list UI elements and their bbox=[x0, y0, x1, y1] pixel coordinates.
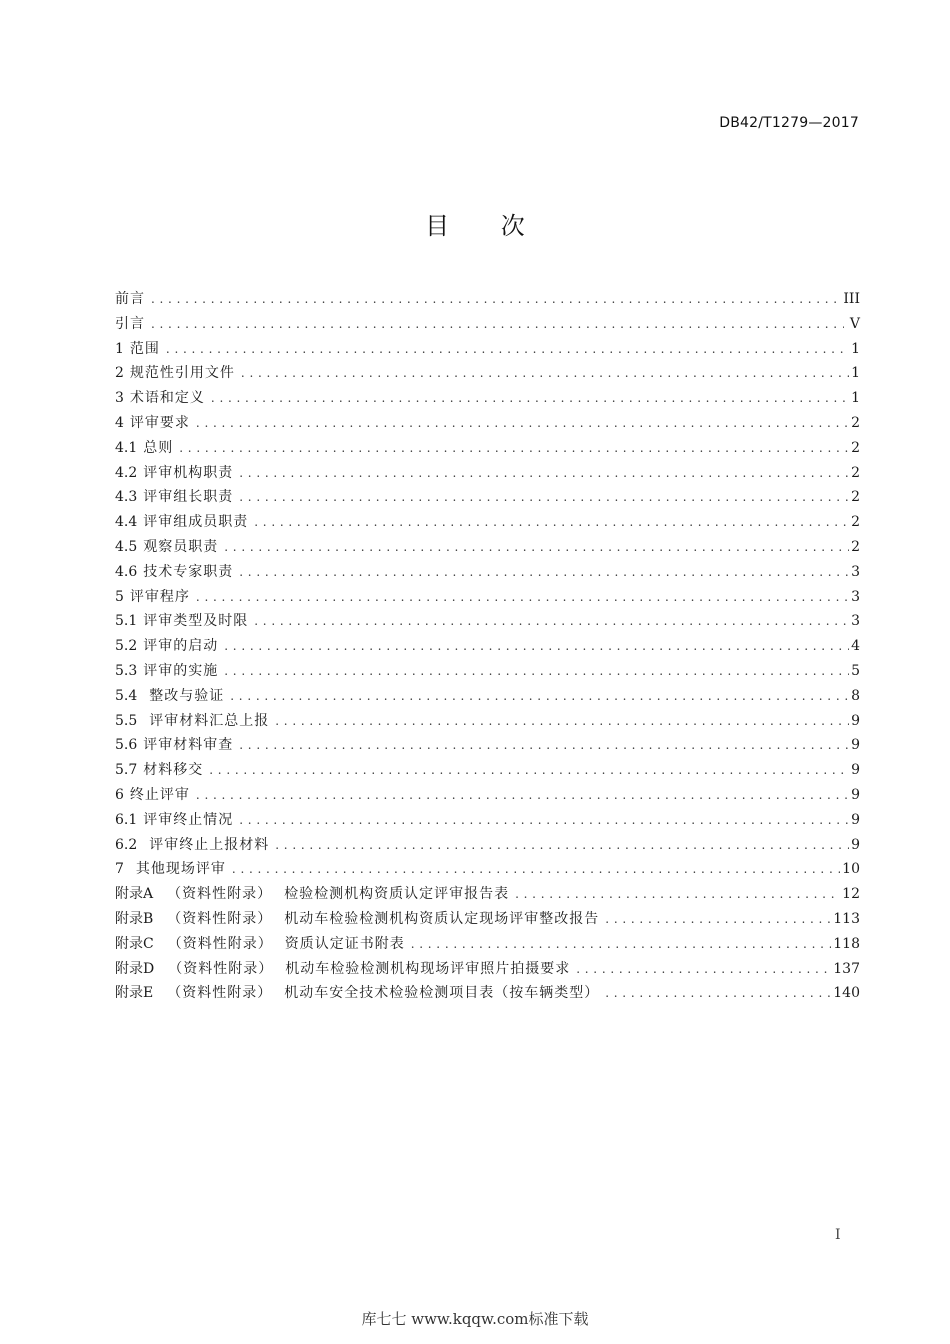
appendix-type: （资料性附录） bbox=[167, 886, 273, 903]
appendix-type: （资料性附录） bbox=[167, 985, 273, 1002]
toc-entry-page: 2 bbox=[851, 514, 860, 531]
dot-leader bbox=[151, 312, 844, 337]
toc-entry-label bbox=[115, 560, 233, 585]
dot-leader bbox=[209, 758, 849, 783]
toc-entry-page: 9 bbox=[851, 786, 860, 803]
toc-entry-page: 1 bbox=[851, 365, 860, 382]
toc-entry-page: 5 bbox=[851, 662, 860, 679]
appendix-tag: 附录E bbox=[115, 985, 154, 1002]
toc-entry-page: 2 bbox=[851, 538, 860, 555]
toc-entry-label bbox=[115, 485, 233, 510]
toc-entry-label bbox=[115, 609, 248, 634]
toc-entry-title: 评审材料汇总上报 bbox=[149, 712, 270, 729]
toc-entry-page: 2 bbox=[851, 489, 860, 506]
toc-entry-7[interactable] bbox=[115, 857, 860, 882]
appendix-type: （资料性附录） bbox=[168, 960, 274, 977]
toc-entry-page: 4 bbox=[851, 638, 860, 655]
toc-appendix-e[interactable] bbox=[115, 981, 860, 1006]
toc-entry-5-2[interactable] bbox=[115, 634, 860, 659]
toc-entry-page: 10 bbox=[842, 861, 860, 878]
toc-entry-title: 术语和定义 bbox=[129, 390, 205, 407]
toc-entry-label bbox=[115, 932, 405, 957]
toc-entry-page: 9 bbox=[851, 811, 860, 828]
toc-entry-title: 观察员职责 bbox=[143, 538, 219, 555]
appendix-title: 机动车检验检测机构资质认定现场评审整改报告 bbox=[284, 910, 600, 927]
dot-leader bbox=[239, 733, 849, 758]
toc-entry-4-4[interactable] bbox=[115, 510, 860, 535]
toc-entry-5-7[interactable] bbox=[115, 758, 860, 783]
toc-entry-4-6[interactable] bbox=[115, 560, 860, 585]
toc-entry-label bbox=[115, 510, 248, 535]
dot-leader bbox=[196, 411, 849, 436]
toc-entry-page: V bbox=[849, 315, 860, 332]
toc-entry-6-1[interactable] bbox=[115, 808, 860, 833]
toc-entry-number: 4.6 bbox=[115, 563, 138, 580]
toc-entry-label bbox=[115, 436, 173, 461]
toc-entry-page: 1 bbox=[851, 340, 860, 357]
toc-entry-title: 材料移交 bbox=[143, 762, 204, 779]
toc-entry-page: 3 bbox=[851, 613, 860, 630]
dot-leader bbox=[230, 684, 849, 709]
toc-entry-label bbox=[115, 684, 224, 709]
toc-entry-5-1[interactable] bbox=[115, 609, 860, 634]
toc-entry-page: 1 bbox=[851, 390, 860, 407]
toc-entry-number: 5.6 bbox=[115, 737, 138, 754]
dot-leader bbox=[224, 659, 849, 684]
toc-entry-page: 3 bbox=[851, 588, 860, 605]
toc-entry-5-3[interactable] bbox=[115, 659, 860, 684]
dot-leader bbox=[196, 783, 849, 808]
toc-entry-4-5[interactable] bbox=[115, 535, 860, 560]
toc-entry-number: 3 bbox=[115, 390, 124, 407]
dot-leader bbox=[275, 833, 849, 858]
toc-entry-4[interactable] bbox=[115, 411, 860, 436]
toc-entry-label bbox=[115, 709, 269, 734]
toc-entry-label bbox=[115, 337, 160, 362]
toc-entry-title: 总则 bbox=[143, 439, 174, 456]
toc-entry-4-3[interactable] bbox=[115, 485, 860, 510]
toc-entry-title: 评审程序 bbox=[129, 588, 190, 605]
table-of-contents bbox=[115, 287, 860, 1006]
toc-entry-page: 9 bbox=[851, 836, 860, 853]
toc-entry-number: 5.1 bbox=[115, 613, 138, 630]
toc-appendix-b[interactable] bbox=[115, 907, 860, 932]
toc-entry-page: 2 bbox=[851, 439, 860, 456]
toc-entry-number: 4.1 bbox=[115, 439, 138, 456]
toc-entry-label bbox=[115, 981, 599, 1006]
dot-leader bbox=[515, 882, 840, 907]
toc-entry-number: 4.2 bbox=[115, 464, 138, 481]
appendix-tag: 附录A bbox=[115, 886, 154, 903]
toc-entry-page: 118 bbox=[833, 935, 860, 952]
toc-entry-page: 9 bbox=[851, 712, 860, 729]
dot-leader bbox=[196, 585, 849, 610]
toc-entry-label bbox=[115, 634, 218, 659]
toc-entry-number: 1 bbox=[115, 340, 124, 357]
appendix-type: （资料性附录） bbox=[167, 910, 273, 927]
toc-appendix-c[interactable] bbox=[115, 932, 860, 957]
toc-entry-title: 整改与验证 bbox=[149, 687, 225, 704]
toc-entry-page: III bbox=[843, 291, 860, 307]
appendix-title: 机动车检验检测机构现场评审照片拍摄要求 bbox=[285, 960, 571, 977]
dot-leader bbox=[411, 932, 832, 957]
toc-entry-label bbox=[115, 783, 190, 808]
toc-entry-page: 8 bbox=[851, 687, 860, 704]
toc-entry-3[interactable] bbox=[115, 386, 860, 411]
toc-entry-number: 5.4 bbox=[115, 687, 138, 704]
toc-entry-label bbox=[115, 758, 203, 783]
dot-leader bbox=[224, 634, 849, 659]
toc-entry-4-1[interactable] bbox=[115, 436, 860, 461]
toc-entry-5[interactable] bbox=[115, 585, 860, 610]
dot-leader bbox=[241, 361, 849, 386]
toc-entry-page: 2 bbox=[851, 464, 860, 481]
toc-appendix-d[interactable] bbox=[115, 957, 860, 982]
appendix-type: （资料性附录） bbox=[167, 935, 273, 952]
toc-entry-5-5[interactable] bbox=[115, 709, 860, 734]
dot-leader bbox=[232, 857, 840, 882]
toc-entry-5-6[interactable] bbox=[115, 733, 860, 758]
toc-entry-introduction[interactable] bbox=[115, 312, 860, 337]
appendix-tag: 附录C bbox=[115, 935, 154, 952]
dot-leader bbox=[151, 287, 837, 312]
toc-entry-title: 评审材料审查 bbox=[143, 737, 234, 754]
toc-appendix-a[interactable] bbox=[115, 882, 860, 907]
toc-entry-2[interactable] bbox=[115, 361, 860, 386]
toc-entry-5-4[interactable] bbox=[115, 684, 860, 709]
appendix-tag: 附录B bbox=[115, 910, 154, 927]
toc-entry-number: 4.3 bbox=[115, 489, 138, 506]
dot-leader bbox=[239, 808, 849, 833]
toc-entry-label: 前言 bbox=[115, 291, 145, 307]
toc-entry-label bbox=[115, 361, 235, 386]
toc-entry-number: 5.5 bbox=[115, 712, 138, 729]
dot-leader bbox=[224, 535, 849, 560]
toc-entry-label: 引言 bbox=[115, 315, 145, 332]
toc-entry-label bbox=[115, 833, 269, 858]
appendix-title: 机动车安全技术检验检测项目表（按车辆类型） bbox=[284, 985, 600, 1002]
toc-entry-page: 12 bbox=[842, 886, 860, 903]
toc-entry-label bbox=[115, 957, 570, 982]
toc-entry-title: 评审的实施 bbox=[143, 662, 219, 679]
toc-entry-label bbox=[115, 411, 190, 436]
appendix-tag: 附录D bbox=[115, 960, 155, 977]
toc-entry-number: 6.2 bbox=[115, 836, 138, 853]
toc-entry-4-2[interactable] bbox=[115, 461, 860, 486]
toc-entry-label bbox=[115, 461, 233, 486]
toc-entry-number: 2 bbox=[115, 365, 124, 382]
toc-entry-title: 评审组成员职责 bbox=[143, 514, 249, 531]
page-number: I bbox=[835, 1227, 841, 1243]
document-code: DB42/T1279—2017 bbox=[719, 115, 859, 131]
toc-entry-page: 3 bbox=[851, 563, 860, 580]
toc-entry-title: 范围 bbox=[129, 340, 160, 357]
toc-entry-page: 9 bbox=[851, 737, 860, 754]
toc-entry-number: 7 bbox=[115, 861, 124, 878]
dot-leader bbox=[254, 510, 849, 535]
toc-entry-number: 5.7 bbox=[115, 762, 138, 779]
toc-entry-title: 评审的启动 bbox=[143, 638, 219, 655]
toc-entry-title: 评审终止上报材料 bbox=[149, 836, 270, 853]
toc-entry-label bbox=[115, 882, 509, 907]
dot-leader bbox=[166, 337, 849, 362]
toc-entry-label bbox=[115, 535, 218, 560]
toc-entry-number: 5.2 bbox=[115, 638, 138, 655]
dot-leader bbox=[254, 609, 849, 634]
toc-entry-label bbox=[115, 857, 226, 882]
toc-entry-number: 6 bbox=[115, 786, 124, 803]
toc-entry-title: 评审类型及时限 bbox=[143, 613, 249, 630]
dot-leader bbox=[605, 907, 831, 932]
toc-entry-title: 评审组长职责 bbox=[143, 489, 234, 506]
dot-leader bbox=[275, 709, 849, 734]
toc-entry-1[interactable] bbox=[115, 337, 860, 362]
dot-leader bbox=[179, 436, 849, 461]
dot-leader bbox=[605, 981, 831, 1006]
toc-entry-title: 规范性引用文件 bbox=[129, 365, 235, 382]
appendix-title: 检验检测机构资质认定评审报告表 bbox=[284, 886, 510, 903]
toc-entry-page: 113 bbox=[833, 910, 860, 927]
toc-entry-label bbox=[115, 386, 205, 411]
toc-entry-title: 技术专家职责 bbox=[143, 563, 234, 580]
toc-entry-label bbox=[115, 585, 190, 610]
toc-entry-title: 评审终止情况 bbox=[143, 811, 234, 828]
toc-entry-label bbox=[115, 907, 599, 932]
toc-entry-number: 5 bbox=[115, 588, 124, 605]
toc-entry-6-2[interactable] bbox=[115, 833, 860, 858]
toc-entry-label bbox=[115, 659, 218, 684]
dot-leader bbox=[239, 560, 849, 585]
toc-entry-page: 140 bbox=[833, 985, 860, 1002]
toc-entry-page: 137 bbox=[833, 960, 860, 977]
toc-entry-number: 4.5 bbox=[115, 538, 138, 555]
toc-entry-label bbox=[115, 808, 233, 833]
toc-entry-number: 4 bbox=[115, 414, 124, 431]
toc-entry-title: 评审要求 bbox=[129, 414, 190, 431]
toc-entry-number: 4.4 bbox=[115, 514, 138, 531]
toc-entry-page: 9 bbox=[851, 762, 860, 779]
toc-entry-6[interactable] bbox=[115, 783, 860, 808]
toc-entry-label bbox=[115, 733, 233, 758]
toc-entry-title: 终止评审 bbox=[129, 786, 190, 803]
toc-entry-number: 6.1 bbox=[115, 811, 138, 828]
appendix-title: 资质认定证书附表 bbox=[284, 935, 405, 952]
dot-leader bbox=[211, 386, 849, 411]
toc-entry-page: 2 bbox=[851, 414, 860, 431]
dot-leader bbox=[576, 957, 831, 982]
dot-leader bbox=[239, 461, 849, 486]
footer-watermark: 库七七 www.kqqw.com标准下载 bbox=[361, 1310, 589, 1328]
toc-entry-title: 评审机构职责 bbox=[143, 464, 234, 481]
page-title: 目 次 bbox=[425, 212, 547, 240]
toc-entry-foreword[interactable] bbox=[115, 287, 860, 312]
toc-entry-number: 5.3 bbox=[115, 662, 138, 679]
dot-leader bbox=[239, 485, 849, 510]
toc-entry-title: 其他现场评审 bbox=[135, 861, 226, 878]
